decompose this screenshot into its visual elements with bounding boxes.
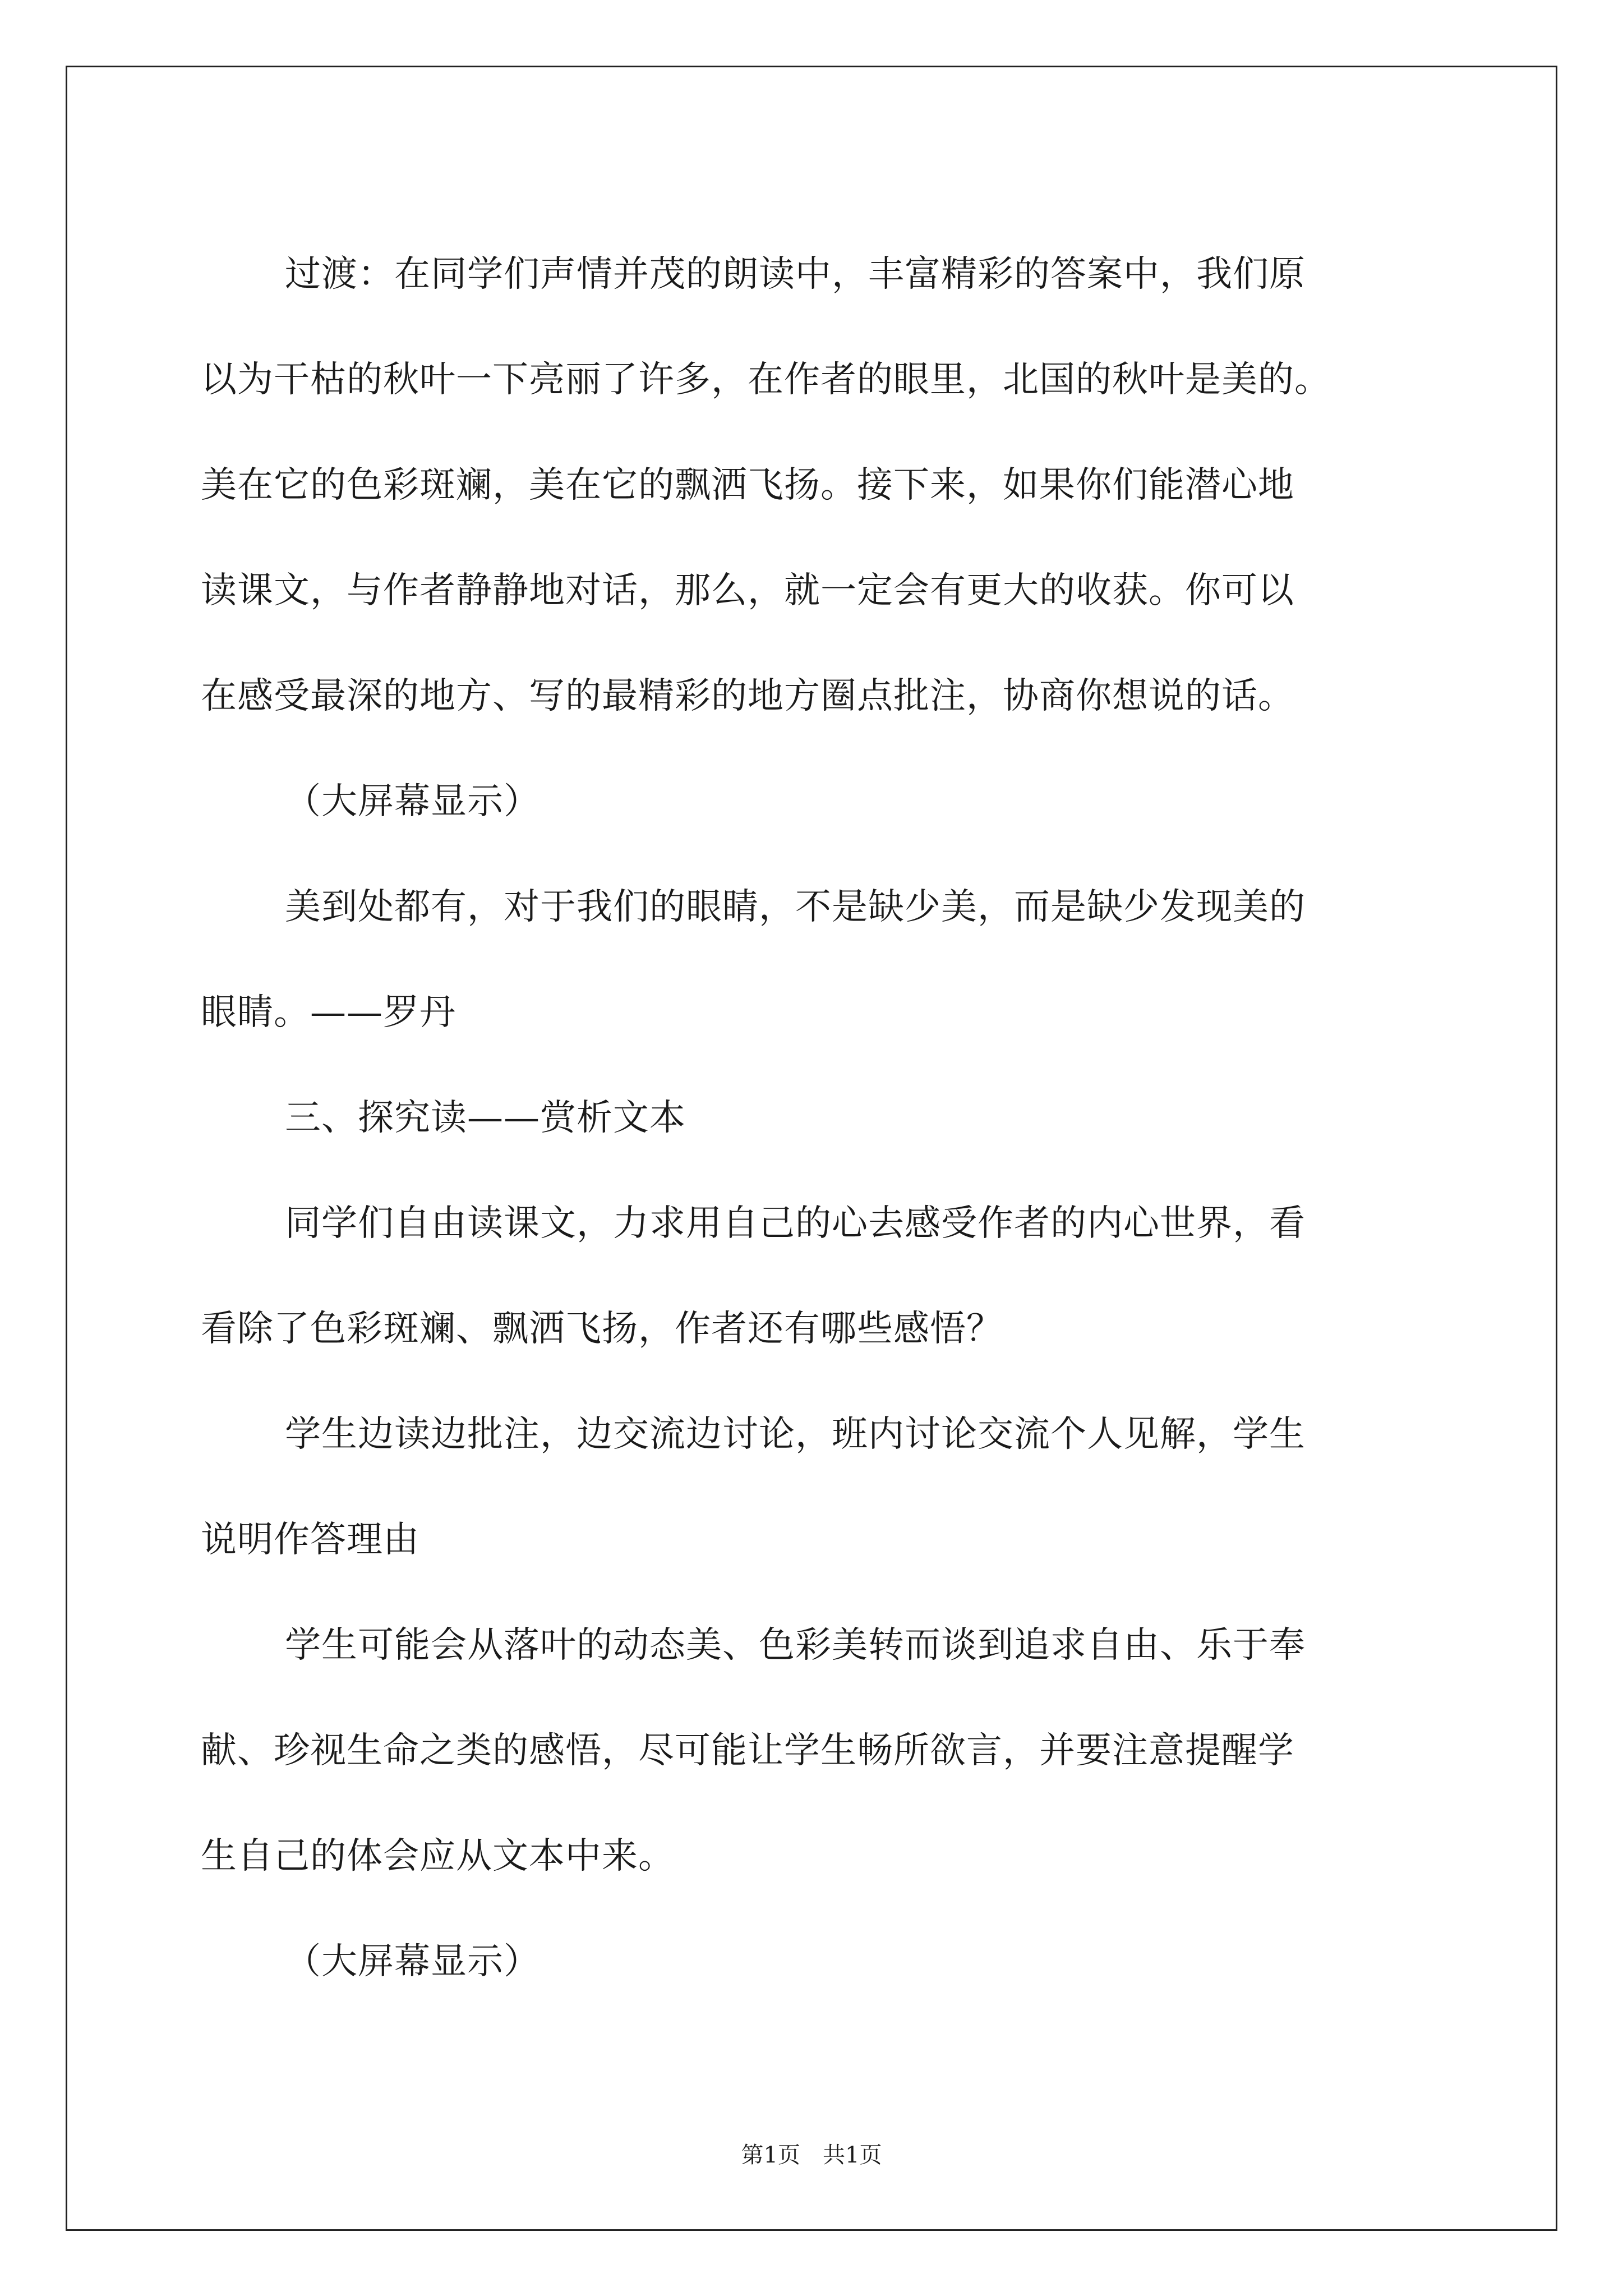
- insight-line-1: 学生可能会从落叶的动态美、色彩美转而谈到追求自由、乐于奉: [285, 1625, 1306, 1666]
- document-body: [201, 222, 1435, 2014]
- activity-line-2: 说明作答理由: [201, 1519, 419, 1561]
- quote-line-1: 美到处都有，对于我们的眼睛，不是缺少美，而是缺少发现美的: [285, 886, 1306, 928]
- transition-line-5: 在感受最深的地方、写的最精彩的地方圈点批注，协商你想说的话。: [201, 675, 1294, 717]
- screen-note: （大屏幕显示）: [285, 781, 540, 822]
- explore-line-1: 同学们自由读课文，力求用自己的心去感受作者的内心世界，看: [285, 1203, 1306, 1244]
- insight-line-3: 生自己的体会应从文本中来。: [201, 1835, 675, 1877]
- quote-line-2: 眼睛。——罗丹: [201, 992, 456, 1033]
- section-heading: 三、探究读——赏析文本: [285, 1097, 686, 1139]
- screen-note: （大屏幕显示）: [285, 1941, 540, 1982]
- explore-line-2: 看除了色彩斑斓、飘洒飞扬，作者还有哪些感悟？: [201, 1308, 1003, 1350]
- page-footer: [0, 2137, 1623, 2169]
- transition-line-4: 读课文，与作者静静地对话，那么，就一定会有更大的收获。你可以: [201, 570, 1294, 611]
- activity-line-1: 学生边读边批注，边交流边讨论，班内讨论交流个人见解，学生: [285, 1414, 1306, 1455]
- page-number-total: 共1页: [823, 2142, 882, 2168]
- insight-line-2: 献、珍视生命之类的感悟，尽可能让学生畅所欲言，并要注意提醒学: [201, 1730, 1294, 1772]
- page-number-current: 第1页: [741, 2142, 800, 2168]
- transition-line-3: 美在它的色彩斑斓，美在它的飘洒飞扬。接下来，如果你们能潜心地: [201, 464, 1294, 506]
- transition-line-1: 过渡：在同学们声情并茂的朗读中，丰富精彩的答案中，我们原: [285, 254, 1306, 295]
- transition-line-2: 以为干枯的秋叶一下亮丽了许多，在作者的眼里，北国的秋叶是美的。: [201, 359, 1331, 401]
